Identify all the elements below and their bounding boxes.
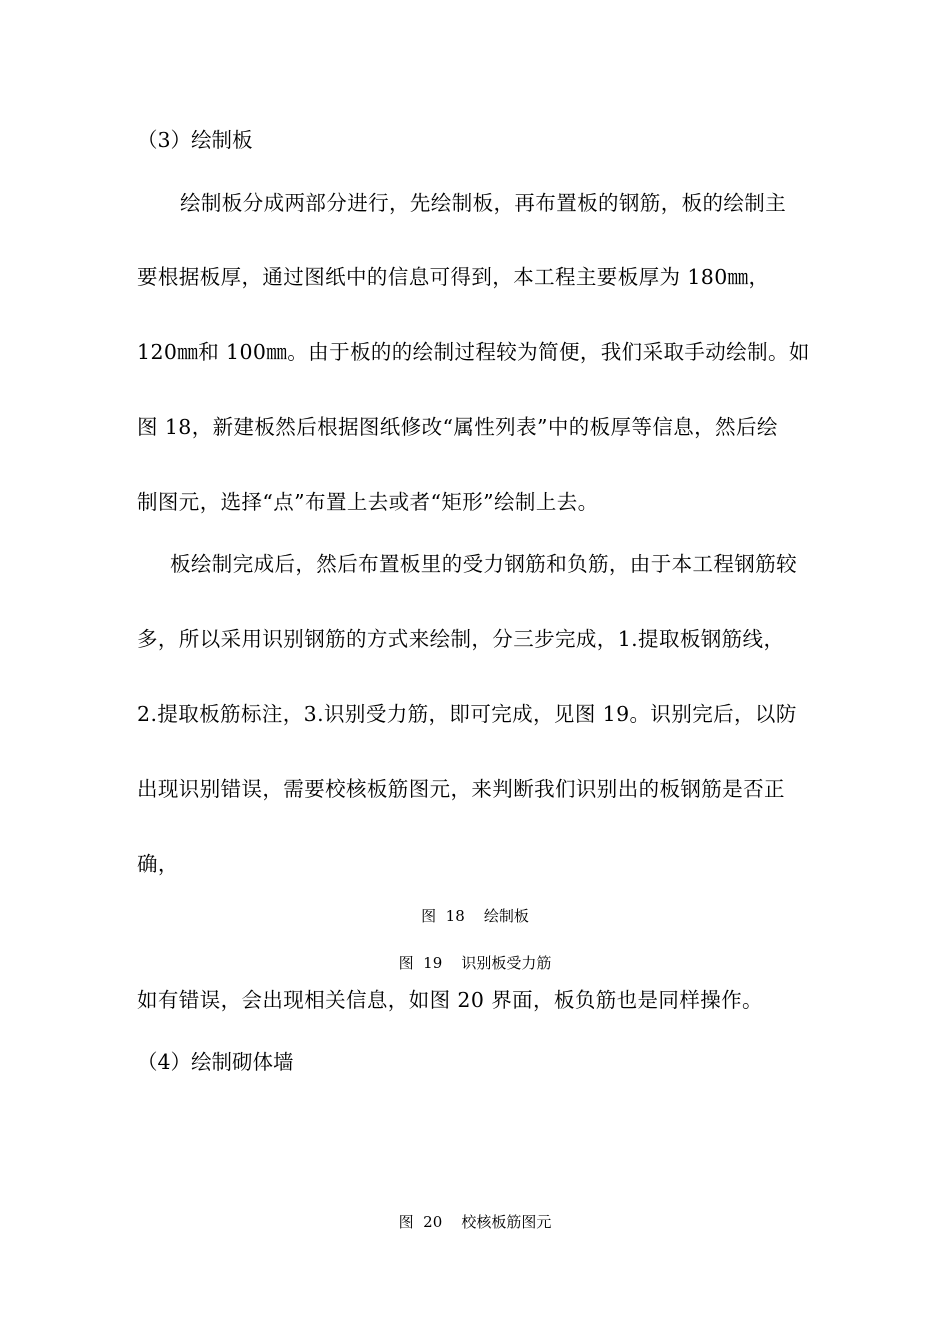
paragraph-1-line-1: 绘制板分成两部分进行，先绘制板，再布置板的钢筋，板的绘制主 — [180, 191, 787, 215]
figure-19-caption: 图 19 识别板受力筋 — [398, 954, 552, 972]
paragraph-2-line-5: 确， — [137, 852, 179, 876]
figure-20-caption: 图 20 校核板筋图元 — [398, 1213, 552, 1231]
paragraph-2-line-4: 出现识别错误，需要校核板筋图元，来判断我们识别出的板钢筋是否正 — [137, 777, 785, 801]
paragraph-1-line-4: 图 18，新建板然后根据图纸修改“属性列表”中的板厚等信息，然后绘 — [137, 415, 778, 439]
section-3-heading: （3）绘制板 — [137, 128, 253, 152]
paragraph-1-line-3: 120㎜和 100㎜。由于板的的绘制过程较为简便，我们采取手动绘制。如 — [137, 340, 810, 364]
paragraph-3-line-1: 如有错误，会出现相关信息，如图 20 界面，板负筋也是同样操作。 — [137, 988, 763, 1012]
paragraph-1-line-5: 制图元，选择“点”布置上去或者“矩形”绘制上去。 — [137, 490, 599, 514]
paragraph-2-line-1: 板绘制完成后，然后布置板里的受力钢筋和负筋，由于本工程钢筋较 — [170, 552, 797, 576]
section-4-heading: （4）绘制砌体墙 — [137, 1050, 294, 1074]
paragraph-2-line-2: 多，所以采用识别钢筋的方式来绘制，分三步完成，1.提取板钢筋线， — [137, 627, 785, 651]
paragraph-2-line-3: 2.提取板筋标注，3.识别受力筋，即可完成，见图 19。识别完后，以防 — [137, 702, 797, 726]
figure-18-caption: 图 18 绘制板 — [421, 907, 529, 925]
paragraph-1-line-2: 要根据板厚，通过图纸中的信息可得到，本工程主要板厚为 180㎜， — [137, 265, 770, 289]
